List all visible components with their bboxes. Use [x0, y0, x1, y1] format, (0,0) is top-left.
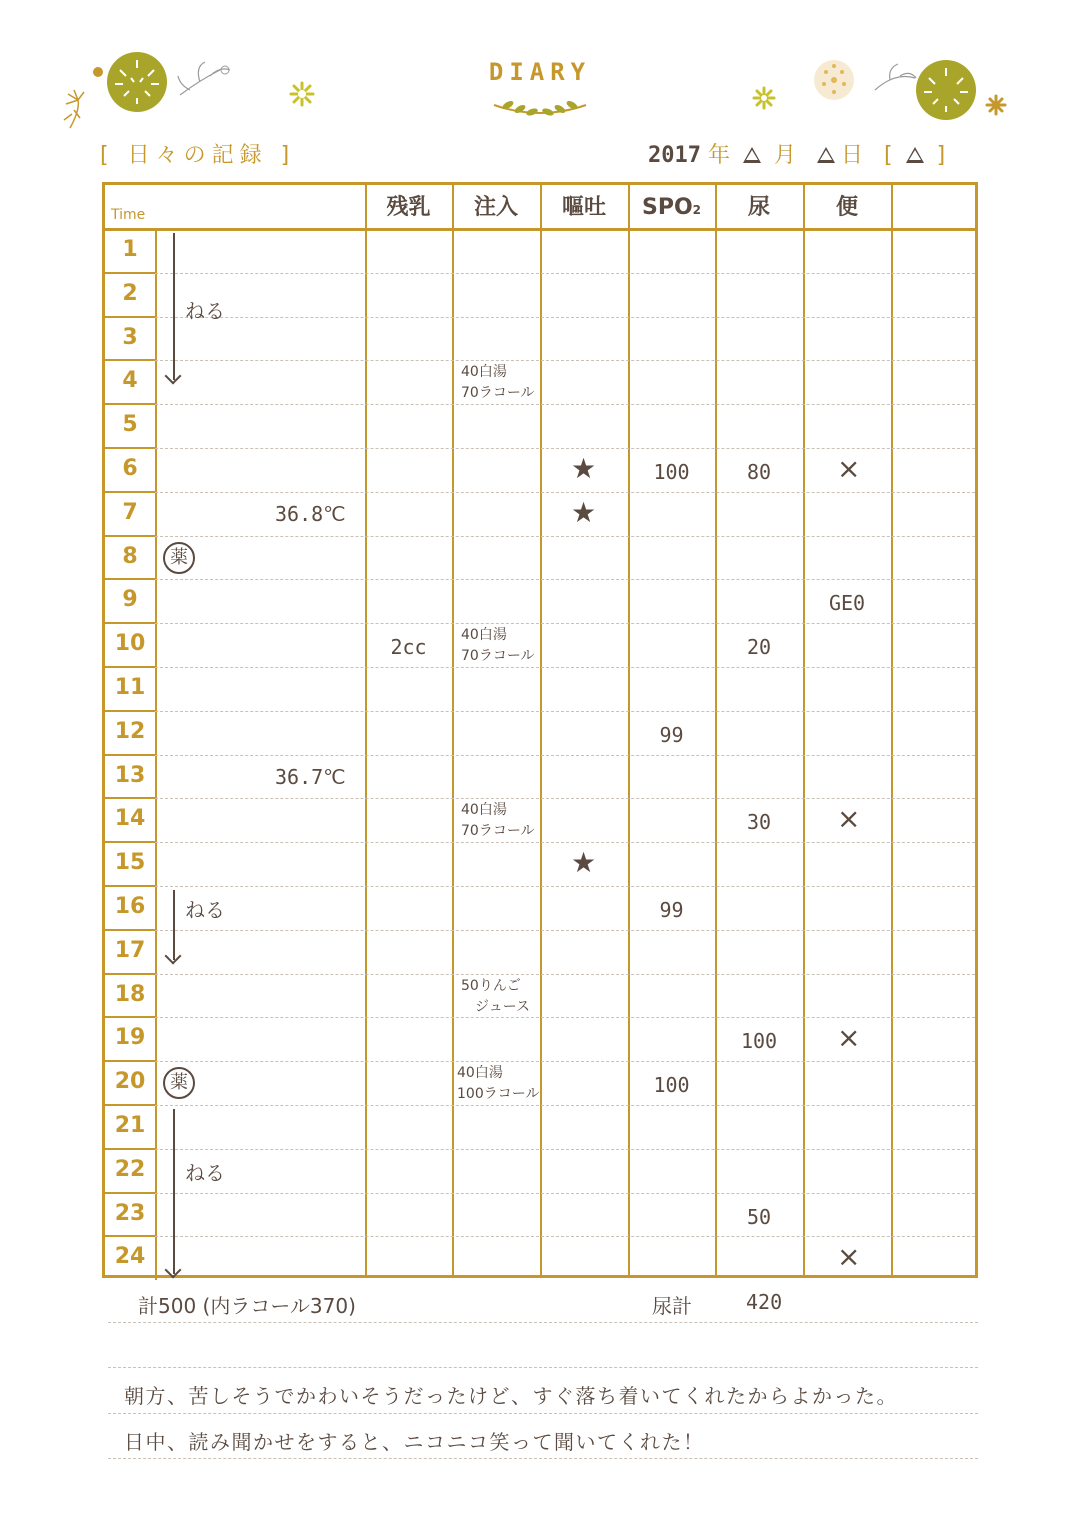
- medicine-icon: 薬: [163, 542, 195, 574]
- date-line: [648, 138, 988, 169]
- diary-table: [102, 182, 978, 1278]
- sleep-label: ねる: [185, 898, 225, 922]
- hour-cell-divider: [105, 841, 155, 843]
- hour-cell-divider: [105, 666, 155, 668]
- row-divider: [155, 273, 975, 274]
- hour-number: 3: [122, 324, 138, 350]
- hour-number: 8: [122, 543, 138, 569]
- urine-value: 100: [740, 1029, 778, 1054]
- bracket-close: ]: [936, 143, 946, 168]
- column-divider: [365, 185, 367, 1275]
- row-divider: [155, 1061, 975, 1062]
- day-unit: 日: [841, 143, 864, 168]
- row-divider: [155, 1017, 975, 1018]
- row-divider: [155, 1236, 975, 1237]
- residual-milk-value: 2cc: [390, 635, 427, 660]
- urine-total-value: 420: [746, 1290, 783, 1314]
- hour-number: 16: [114, 894, 146, 919]
- weekday-triangle-icon: [906, 147, 924, 163]
- hour-number: 19: [114, 1025, 146, 1051]
- flower-cluster-left-icon: [50, 40, 240, 135]
- hour-number: 18: [114, 981, 146, 1007]
- urine-total-label: 尿計: [652, 1294, 692, 1318]
- stool-cross-icon: ×: [837, 802, 861, 836]
- row-divider: [155, 492, 975, 493]
- hour-cell-divider: [105, 1060, 155, 1062]
- row-divider: [155, 623, 975, 624]
- hour-cell-divider: [105, 885, 155, 887]
- hour-number: 1: [122, 237, 138, 262]
- infusion-line-2: 70ラコール: [461, 823, 535, 840]
- column-divider: [715, 185, 717, 1275]
- note-line-1: 朝方、苦しそうでかわいそうだったけど、すぐ落ち着いてくれたからよかった。: [124, 1384, 898, 1408]
- month-triangle-icon: [743, 147, 761, 163]
- hour-number: 14: [114, 806, 146, 832]
- row-divider: [155, 798, 975, 799]
- urine-value: 30: [746, 810, 772, 835]
- row-divider: [155, 579, 975, 580]
- row-divider: [155, 317, 975, 318]
- sleep-arrow-icon: [173, 233, 175, 380]
- infusion-line-2: 70ラコール: [461, 385, 535, 402]
- month-unit: 月: [774, 143, 797, 168]
- row-divider: [155, 448, 975, 449]
- column-divider: [452, 185, 454, 1275]
- row-divider: [155, 842, 975, 843]
- divider: [108, 1367, 978, 1368]
- vomit-star-icon: ★: [571, 846, 597, 880]
- infusion-line-2: ジュース: [461, 998, 531, 1015]
- hour-number: 23: [114, 1200, 146, 1226]
- hour-number: 5: [122, 412, 138, 438]
- row-divider: [155, 536, 975, 537]
- record-label: [ 日々の記録 ]: [100, 143, 296, 168]
- laurel-icon: [490, 95, 590, 123]
- urine-value: 20: [746, 635, 772, 660]
- row-divider: [155, 667, 975, 668]
- hour-cell-divider: [105, 272, 155, 274]
- infusion-line-1: 40白湯: [461, 364, 507, 381]
- sleep-label: ねる: [185, 298, 225, 323]
- hour-number: 6: [122, 456, 138, 481]
- hour-number: 9: [122, 587, 138, 613]
- hour-cell-divider: [105, 403, 155, 405]
- temperature-value: 36.7℃: [275, 764, 346, 789]
- spo2-value: 100: [653, 1073, 690, 1098]
- column-divider: [891, 185, 893, 1275]
- hour-cell-divider: [105, 1148, 155, 1150]
- medicine-icon: 薬: [163, 1067, 195, 1099]
- column-divider: [803, 185, 805, 1275]
- sleep-arrow-icon: [173, 1109, 175, 1274]
- bracket-open: [: [884, 143, 893, 168]
- column-divider: [540, 185, 542, 1275]
- stool-value: GE0: [828, 591, 866, 616]
- hour-number: 11: [114, 675, 146, 700]
- hour-number: 21: [114, 1113, 146, 1138]
- row-divider: [155, 1149, 975, 1150]
- row-divider: [155, 974, 975, 975]
- sleep-label: ねる: [185, 1160, 225, 1185]
- hour-number: 10: [114, 631, 146, 657]
- hour-cell-divider: [105, 622, 155, 624]
- spo2-value: 100: [653, 460, 690, 484]
- divider: [108, 1413, 978, 1414]
- infusion-line-2: 70ラコール: [461, 648, 535, 665]
- hour-number: 15: [114, 850, 146, 876]
- row-divider: [155, 360, 975, 361]
- column-header: 便: [835, 195, 858, 220]
- hour-cell-divider: [105, 1104, 155, 1106]
- row-divider: [155, 886, 975, 887]
- infusion-line-1: 40白湯: [457, 1065, 503, 1082]
- row-divider: [155, 711, 975, 712]
- infusion-line-1: 40白湯: [461, 802, 507, 819]
- row-divider: [155, 404, 975, 405]
- day-triangle-icon: [817, 147, 835, 163]
- sleep-arrow-icon: [173, 890, 175, 960]
- divider: [108, 1322, 978, 1323]
- hour-number: 24: [114, 1244, 146, 1270]
- note-line-2: 日中、読み聞かせをすると、ニコニコ笑って聞いてくれた！: [124, 1430, 705, 1454]
- hour-cell-divider: [105, 316, 155, 318]
- urine-value: 50: [746, 1204, 772, 1229]
- hour-cell-divider: [105, 1192, 155, 1194]
- spo2-value: 99: [659, 898, 684, 922]
- row-divider: [155, 1193, 975, 1194]
- intake-total: 計500 (内ラコール370): [138, 1294, 356, 1318]
- column-header: 嘔吐: [561, 195, 606, 220]
- hour-number: 17: [114, 937, 146, 963]
- hour-cell-divider: [105, 754, 155, 756]
- column-header: [891, 185, 975, 229]
- column-header: SPO2: [641, 195, 702, 220]
- hour-cell-divider: [105, 535, 155, 537]
- hour-cell-divider: [105, 1016, 155, 1018]
- infusion-line-1: 50りんご: [461, 977, 521, 994]
- spo2-value: 99: [659, 722, 684, 747]
- hour-cell-divider: [105, 973, 155, 975]
- hour-number: 2: [122, 280, 138, 306]
- hour-number: 7: [122, 499, 138, 525]
- vomit-star-icon: ★: [571, 495, 597, 529]
- year-unit: 年: [707, 143, 730, 168]
- hour-number: 13: [114, 762, 146, 788]
- time-label: Time: [111, 207, 146, 223]
- vomit-star-icon: ★: [571, 452, 597, 485]
- hour-number: 12: [114, 718, 146, 744]
- hour-cell-divider: [105, 710, 155, 712]
- header-divider: [105, 228, 975, 231]
- hour-number: 4: [122, 368, 138, 394]
- infusion-line-1: 40白湯: [461, 627, 507, 644]
- spo-subscript: 2: [692, 203, 702, 217]
- hour-cell-divider: [105, 578, 155, 580]
- row-divider: [155, 1105, 975, 1106]
- row-divider: [155, 930, 975, 931]
- stool-cross-icon: ×: [837, 1240, 861, 1274]
- column-header: 注入: [473, 195, 518, 220]
- urine-value: 80: [746, 460, 772, 484]
- hour-cell-divider: [105, 447, 155, 449]
- divider: [108, 1458, 978, 1459]
- temperature-value: 36.8℃: [275, 501, 346, 526]
- hour-cell-divider: [105, 929, 155, 931]
- hour-number: 20: [114, 1069, 146, 1095]
- hour-number: 22: [114, 1156, 146, 1182]
- column-header: 尿: [747, 195, 770, 220]
- hour-cell-divider: [105, 359, 155, 361]
- hour-cell-divider: [105, 1235, 155, 1237]
- infusion-line-2: 100ラコール: [457, 1086, 540, 1103]
- hour-cell-divider: [105, 797, 155, 799]
- hour-cell-divider: [105, 491, 155, 493]
- stool-cross-icon: ×: [837, 452, 861, 485]
- year-value: 2017: [648, 143, 701, 168]
- diary-title: DIARY: [488, 58, 592, 86]
- column-header: 残乳: [386, 195, 431, 220]
- stool-cross-icon: ×: [837, 1021, 861, 1055]
- row-divider: [155, 755, 975, 756]
